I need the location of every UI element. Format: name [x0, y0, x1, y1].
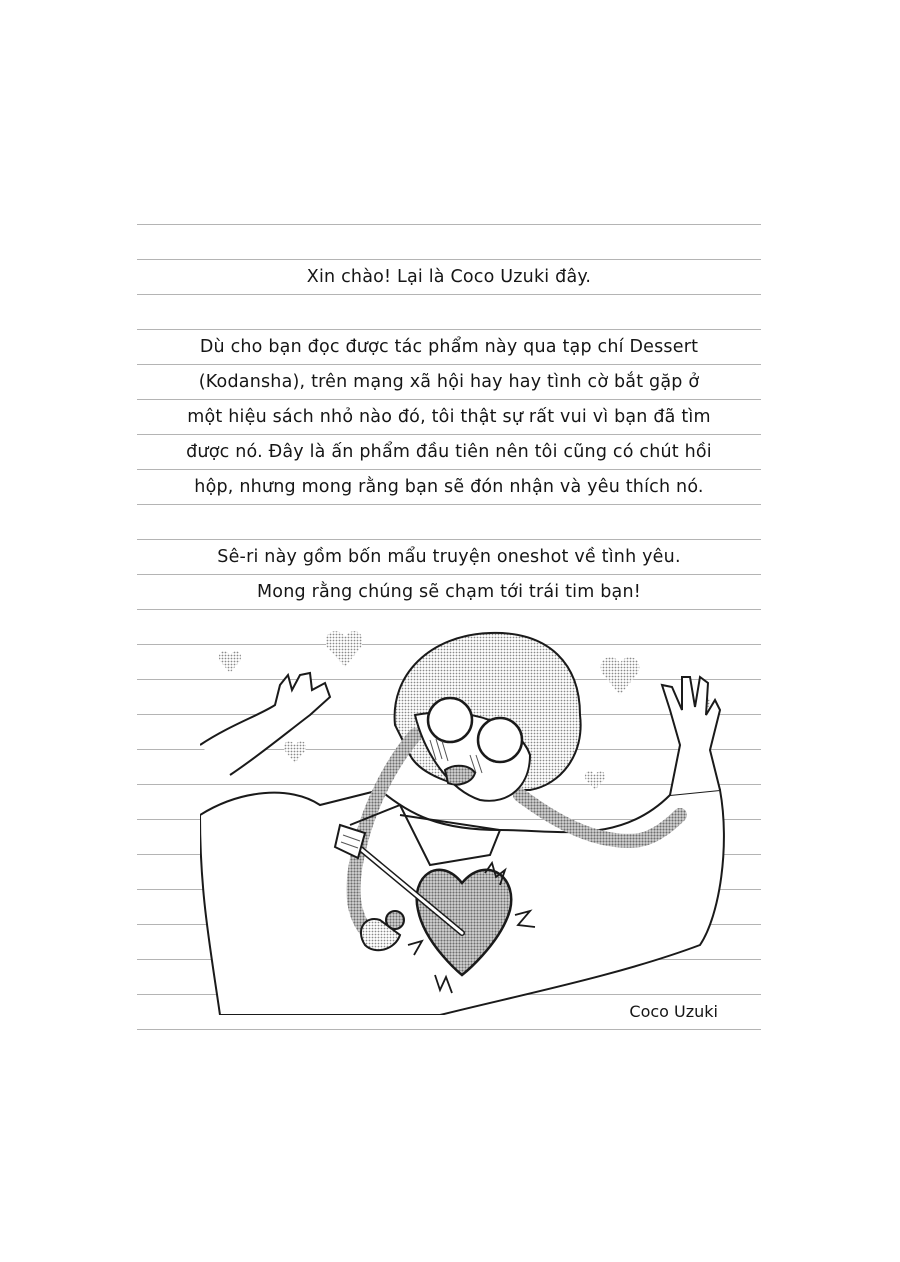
- glasses-right-lens: [478, 718, 522, 762]
- paragraph1-line: (Kodansha), trên mạng xã hội hay hay tình cờ bắt gặp ở: [198, 372, 700, 392]
- author-signature: Coco Uzuki: [629, 1002, 718, 1021]
- paragraph1-line: được nó. Đây là ấn phẩm đầu tiên nên tôi cũng có chút hồi: [186, 442, 712, 462]
- paragraph2-line: Sê-ri này gồm bốn mẩu truyện oneshot về tình yêu.: [217, 547, 681, 567]
- character-illustration: [200, 615, 760, 1015]
- left-arm: [200, 673, 330, 775]
- rule-line: [137, 1029, 761, 1030]
- rule-line: [137, 224, 761, 225]
- paragraph1-line: một hiệu sách nhỏ nào đó, tôi thật sự rất vui vì bạn đã tìm: [187, 407, 711, 427]
- right-arm: [662, 677, 720, 795]
- greeting-line: Xin chào! Lại là Coco Uzuki đây.: [306, 267, 592, 287]
- glasses-left-lens: [428, 698, 472, 742]
- paragraph1-line: Dù cho bạn đọc được tác phẩm này qua tạp chí Dessert: [199, 337, 699, 357]
- paragraph2-line: Mong rằng chúng sẽ chạm tới trái tim bạn!: [257, 582, 641, 602]
- paragraph1-line: hộp, nhưng mong rằng bạn sẽ đón nhận và yêu thích nó.: [194, 477, 704, 497]
